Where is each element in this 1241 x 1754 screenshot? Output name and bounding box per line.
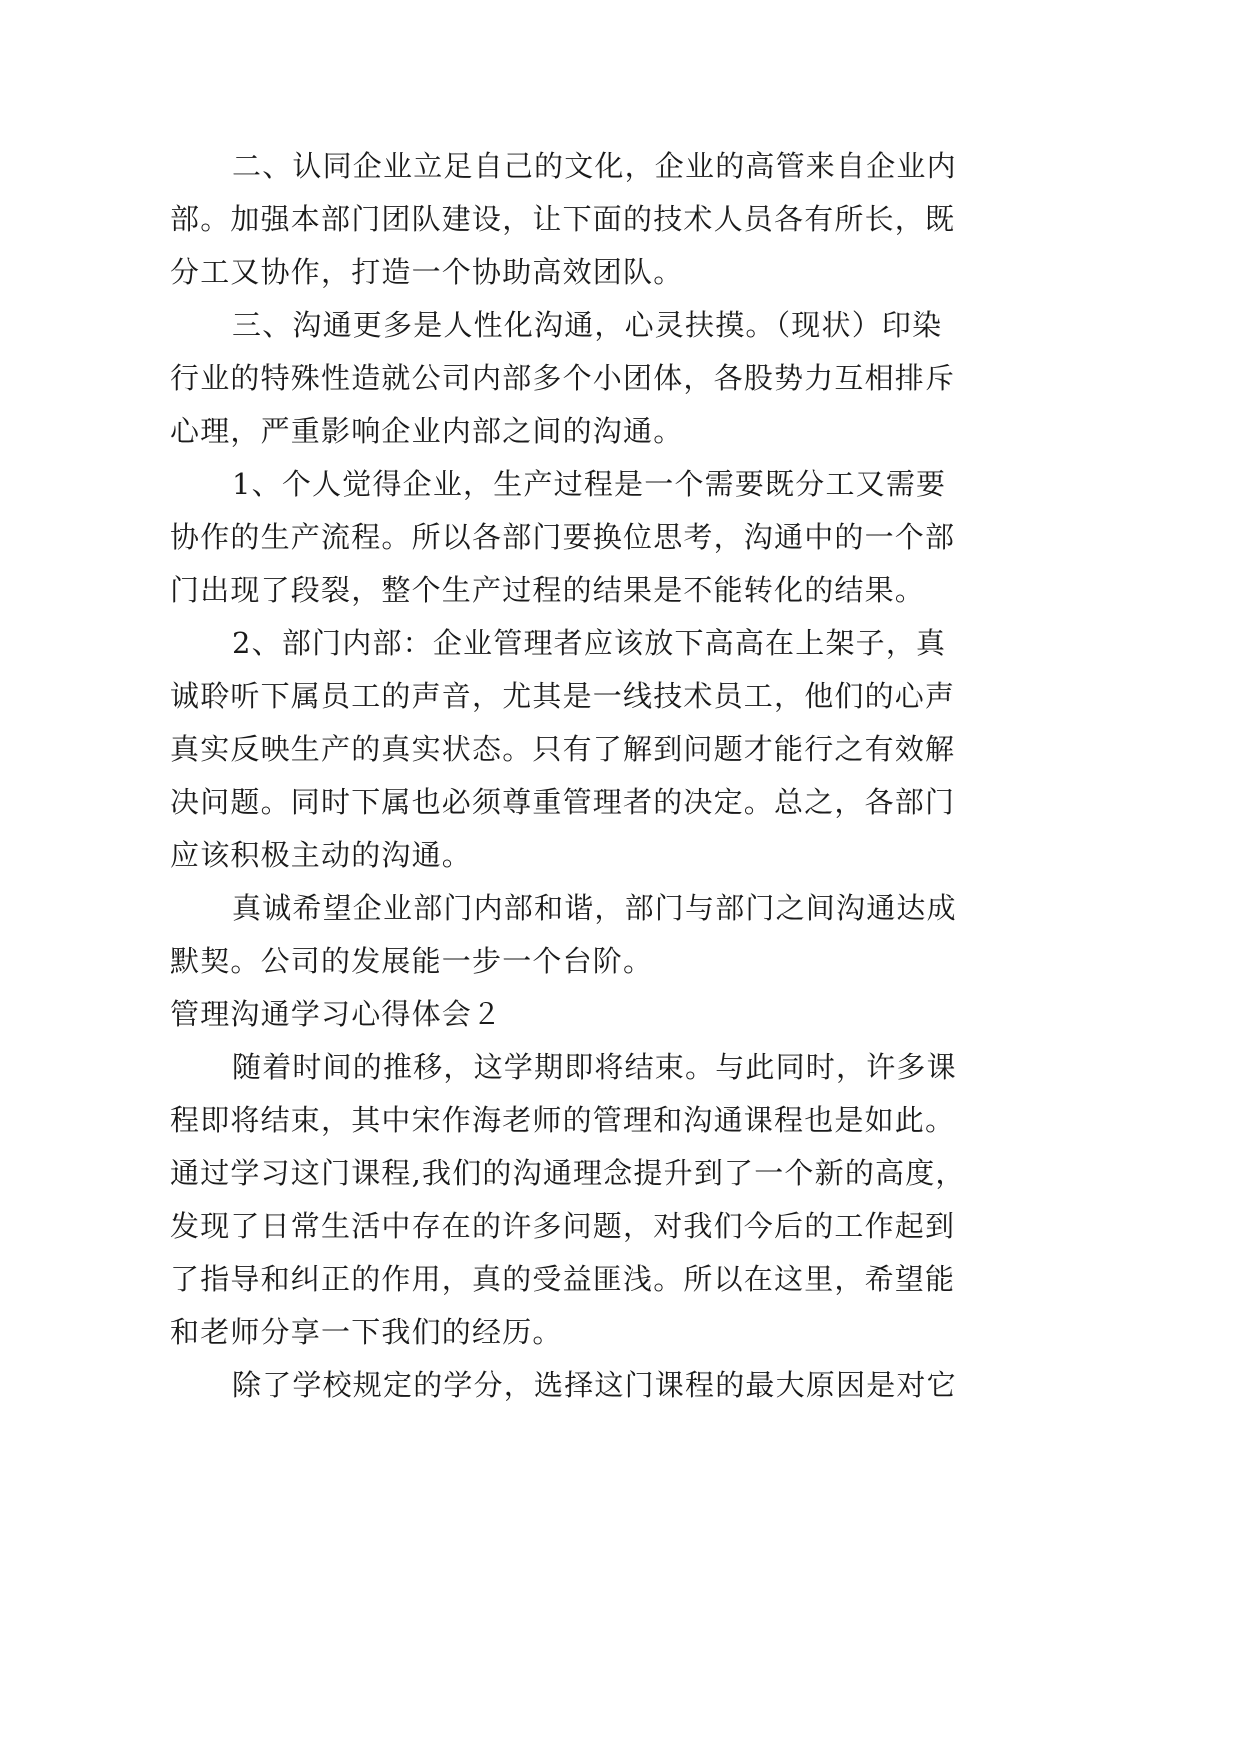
text-line: 决问题。同时下属也必须尊重管理者的决定。总之，各部门 — [170, 785, 956, 819]
text-line: 通过学习这门课程,我们的沟通理念提升到了一个新的高度， — [170, 1156, 966, 1190]
text-line: 默契。公司的发展能一步一个台阶。 — [170, 944, 654, 978]
text-line: 1、个人觉得企业，生产过程是一个需要既分工又需要 — [232, 467, 947, 501]
text-line: 了指导和纠正的作用，真的受益匪浅。所以在这里，希望能 — [170, 1262, 956, 1296]
section-heading: 管理沟通学习心得体会２ — [170, 997, 503, 1031]
text-line: 除了学校规定的学分，选择这门课程的最大原因是对它 — [232, 1368, 957, 1402]
text-line: 发现了日常生活中存在的许多问题，对我们今后的工作起到 — [170, 1209, 956, 1243]
text-line: 真实反映生产的真实状态。只有了解到问题才能行之有效解 — [170, 732, 956, 766]
text-line: 行业的特殊性造就公司内部多个小团体，各股势力互相排斥 — [170, 361, 956, 395]
text-line: 程即将结束，其中宋作海老师的管理和沟通课程也是如此。 — [170, 1103, 956, 1137]
text-line: 部。加强本部门团队建设，让下面的技术人员各有所长，既 — [170, 202, 956, 236]
text-line: 门出现了段裂，整个生产过程的结果是不能转化的结果。 — [170, 573, 926, 607]
text-line: 诚聆听下属员工的声音，尤其是一线技术员工，他们的心声 — [170, 679, 956, 713]
text-line: 2、部门内部：企业管理者应该放下高高在上架子，真 — [232, 626, 947, 660]
text-line: 协作的生产流程。所以各部门要换位思考，沟通中的一个部 — [170, 520, 956, 554]
text-line: 和老师分享一下我们的经历。 — [170, 1315, 563, 1349]
text-line: 随着时间的推移，这学期即将结束。与此同时，许多课 — [232, 1050, 957, 1084]
text-line: 分工又协作，打造一个协助高效团队。 — [170, 255, 684, 289]
text-line: 真诚希望企业部门内部和谐，部门与部门之间沟通达成 — [232, 891, 957, 925]
text-line: 应该积极主动的沟通。 — [170, 838, 473, 872]
text-line: 三、沟通更多是人性化沟通，心灵扶摸。（现状）印染 — [232, 308, 943, 342]
text-line: 二、认同企业立足自己的文化，企业的高管来自企业内 — [232, 149, 957, 183]
text-line: 心理，严重影响企业内部之间的沟通。 — [170, 414, 684, 448]
